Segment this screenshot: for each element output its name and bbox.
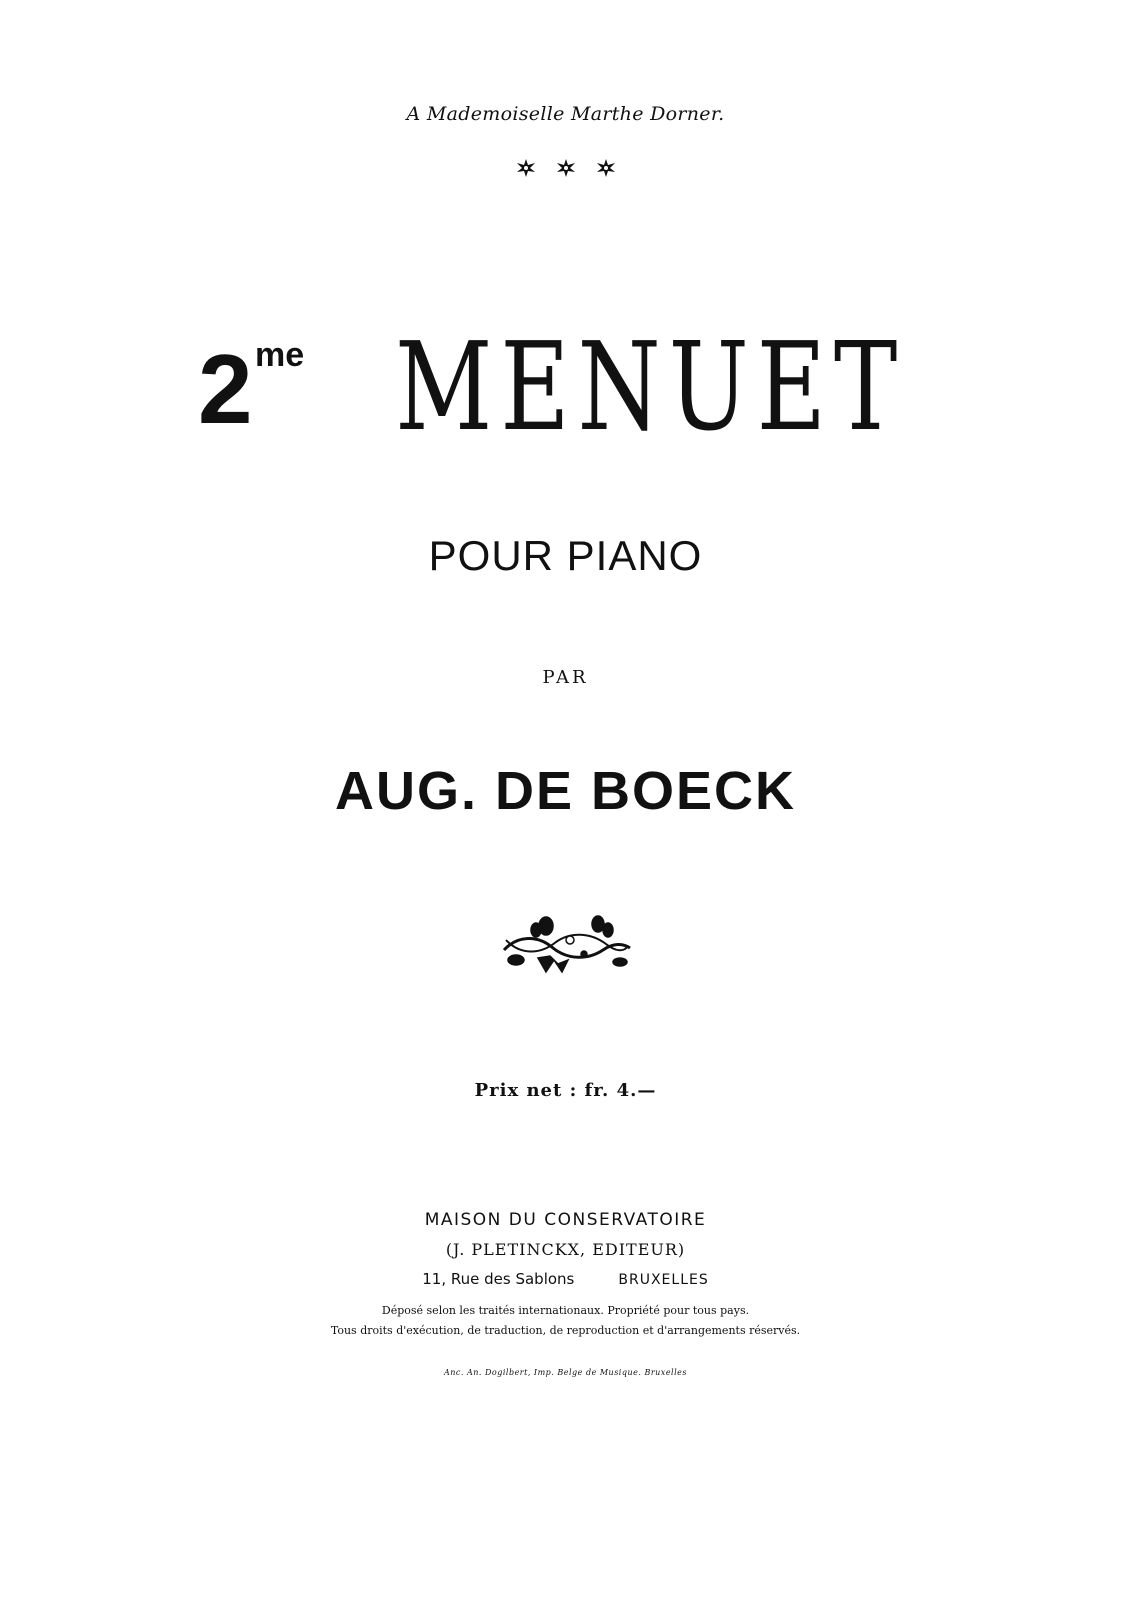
by-label: PAR <box>542 667 589 688</box>
legal-notice-1: Déposé selon les traités internationaux. Propriété pour tous pays. <box>381 1304 750 1317</box>
publisher-street: 11, Rue des Sablons <box>422 1270 575 1288</box>
main-title: MENUET <box>395 316 906 458</box>
decorative-stars <box>0 157 1131 181</box>
composer-name: AUG. DE BOECK <box>334 761 797 821</box>
floral-star-icon <box>593 157 619 179</box>
floral-star-icon <box>553 157 579 179</box>
ornament <box>0 910 1131 980</box>
price: Prix net : fr. 4.— <box>474 1080 657 1101</box>
title-ordinal: 2 <box>198 334 253 444</box>
printer-credit: Anc. An. Dogilbert, Imp. Belge de Musique. Bruxelles <box>443 1368 688 1377</box>
publisher-name: MAISON DU CONSERVATOIRE <box>424 1210 707 1230</box>
publisher-editor: (J. PLETINCKX, EDITEUR) <box>445 1240 686 1259</box>
title-block <box>0 316 1131 470</box>
floral-star-icon <box>513 157 539 179</box>
dedication: A Mademoiselle Marthe Dorner. <box>406 103 725 125</box>
subtitle: POUR PIANO <box>428 532 703 579</box>
legal-notice-2: Tous droits d'exécution, de traduction, de reproduction et d'arrangements réservés. <box>330 1324 801 1337</box>
title-ordinal-suffix: me <box>255 336 305 374</box>
publisher-city: BRUXELLES <box>618 1272 709 1288</box>
publisher-address <box>0 1270 1131 1288</box>
floral-ornament-icon <box>498 910 634 980</box>
